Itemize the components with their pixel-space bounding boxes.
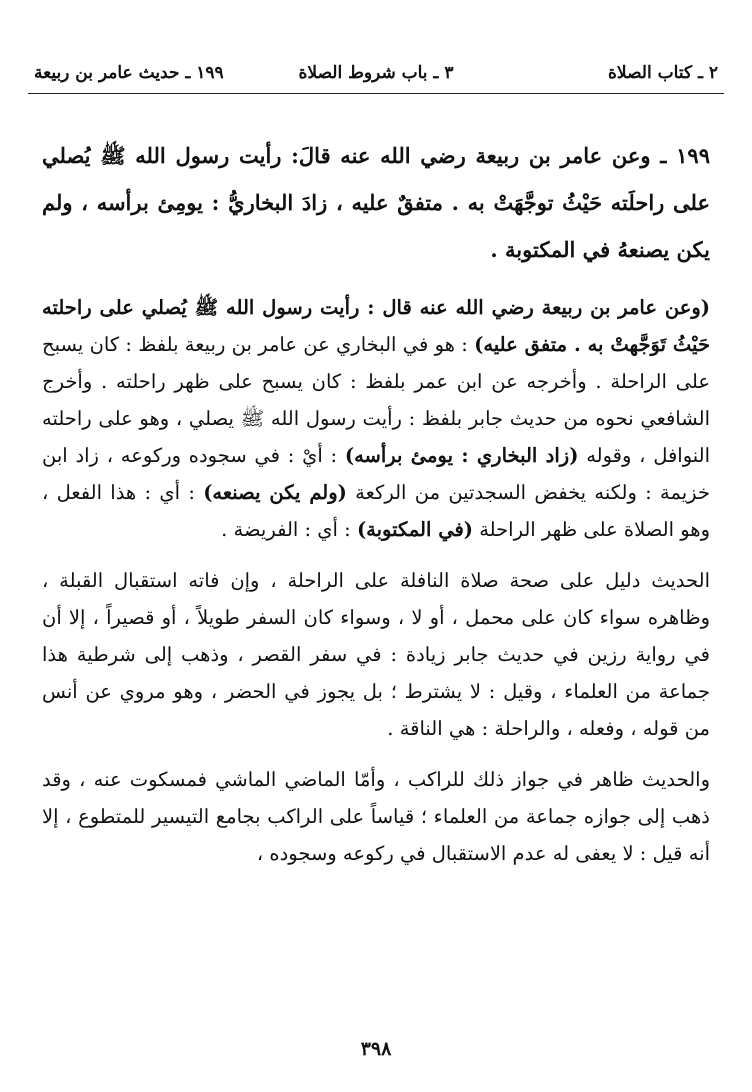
page-number: ٣٩٨ bbox=[360, 1038, 392, 1060]
commentary-text-1: : هو في البخاري عن عامر بن ربيعة بلفظ : كان يسبح على الراحلة . وأخرجه عن ابن عمر بلفظ : كان يسبح على ظهر راحلته . وأخرج الشافعي نحوه من حديث جابر بلفظ : رأيت رسول الله ﷺ يصلي ، وهو على راحلته النوافل ، وقوله bbox=[42, 333, 711, 467]
quote-bukhari-addition: (زاد البخاري : يومئ برأسه) bbox=[344, 444, 579, 467]
commentary-text-2: : أيْ : في سجوده وركوعه ، زاد ابن خزيمة : ولكنه يخفض السجدتين من الركعة bbox=[42, 444, 710, 504]
header-chapter-title: ٣ ـ باب شروط الصلاة bbox=[298, 63, 454, 83]
header-book-title: ٢ ـ كتاب الصلاة bbox=[608, 63, 718, 83]
running-header bbox=[28, 58, 724, 88]
header-hadith-title: ١٩٩ ـ حديث عامر بن ربيعة bbox=[34, 63, 224, 83]
header-rule bbox=[28, 93, 724, 94]
page-body bbox=[42, 132, 710, 886]
commentary-paragraph-1 bbox=[42, 289, 710, 548]
quote-not-do: (ولم يكن يصنعه) bbox=[203, 481, 347, 504]
hadith-text: ١٩٩ ـ وعن عامر بن ربيعة رضي الله عنه قالَ: رأيت رسول الله ﷺ يُصلي على راحلَته حَيْثُ توجَّهَتْ به . متفقٌ عليه ، زادَ البخاريُّ : يومِئ برأسه ، ولم يكن يصنعهُ في المكتوبة . bbox=[42, 143, 710, 262]
commentary-text-4: : أي : الفريضة . bbox=[221, 518, 357, 541]
quote-hadith: (وعن عامر بن ربيعة رضي الله عنه قال : رأيت رسول الله ﷺ يُصلي على راحلته حَيْثُ تَوَجَّهتْ به . متفق عليه) bbox=[42, 296, 710, 356]
commentary-paragraph-2: الحديث دليل على صحة صلاة النافلة على الراحلة ، وإن فاته استقبال القبلة ، وظاهره سواء كان على محمل ، أو لا ، وسواء كان السفر طويلاً ، أو قصيراً ، إلا أن في رواية رزين في حديث جابر زيادة : في سفر القصر ، وذهب إلى شرطية هذا جماعة من العلماء ، وقيل : لا يشترط ؛ بل يجوز في الحضر ، وهو مروي عن أنس من قوله ، وفعله ، والراحلة : هي الناقة . bbox=[42, 569, 710, 740]
commentary-text-3: : أي : هذا الفعل ، وهو الصلاة على ظهر الراحلة bbox=[42, 481, 710, 541]
commentary-paragraph-3: والحديث ظاهر في جواز ذلك للراكب ، وأمّا الماضي الماشي فمسكوت عنه ، وقد ذهب إلى جوازه جماعة من العلماء ؛ قياساً على الراكب بجامع التيسير للمتطوع ، إلا أنه قيل : لا يعفى له عدم الاستقبال في ركوعه وسجوده ، bbox=[42, 768, 710, 865]
quote-obligatory: (في المكتوبة) bbox=[356, 518, 473, 541]
